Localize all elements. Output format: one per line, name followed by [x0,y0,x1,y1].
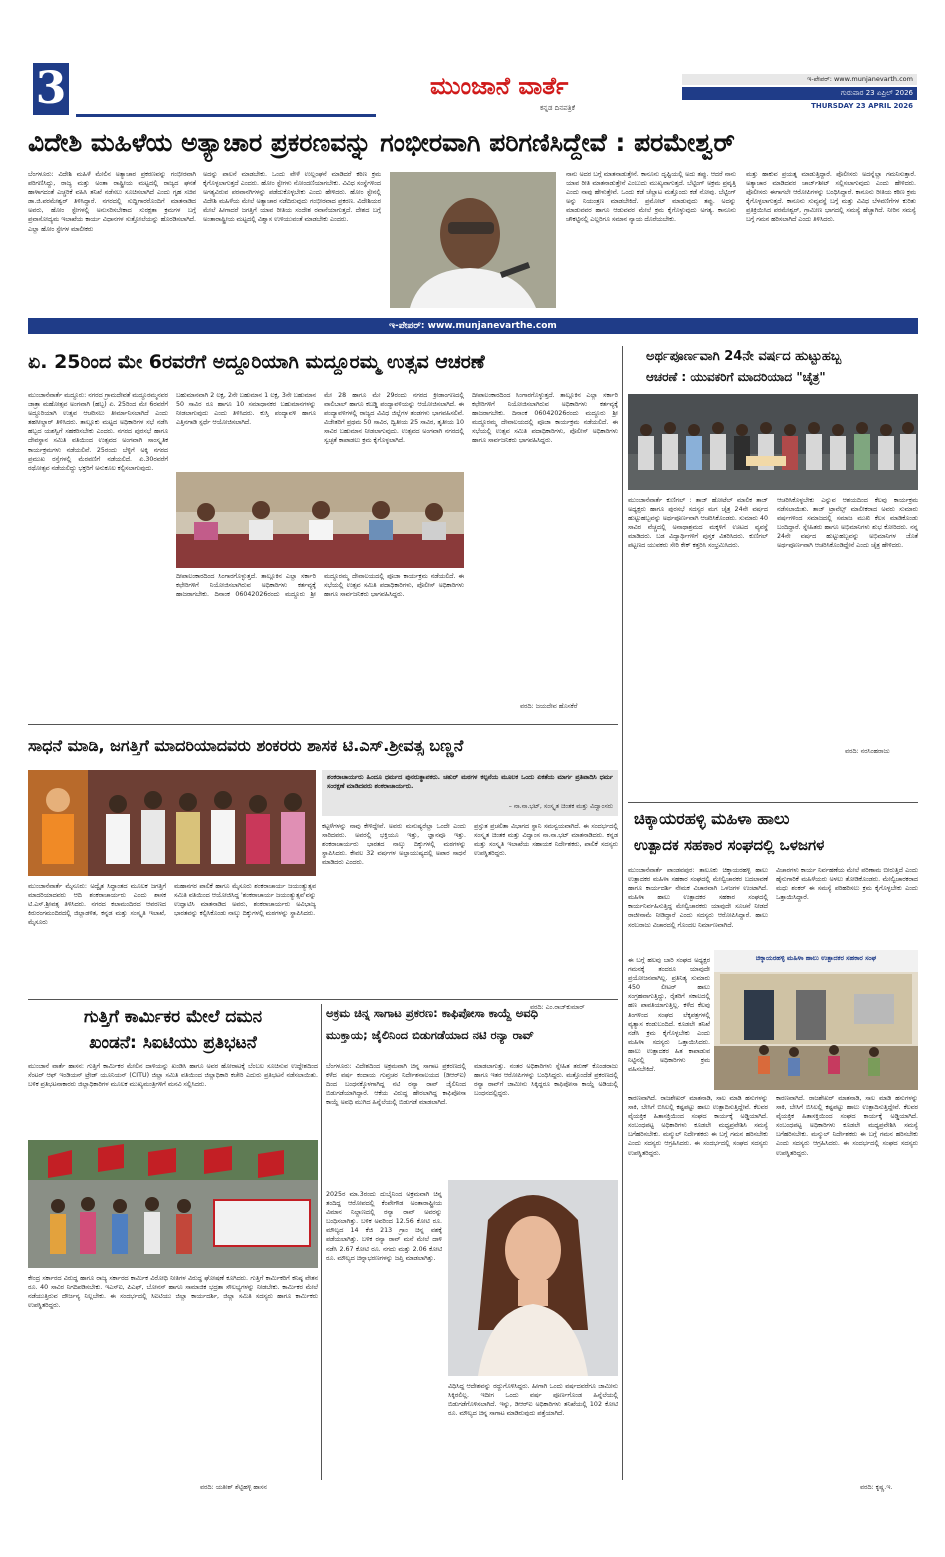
shankara-quote-box [322,770,618,816]
group-illustration [628,394,918,490]
rule-horizontal-3 [28,999,618,1000]
protest-headline-2: ಖಂಡನೆ: ಸಿಐಟಿಯು ಪ್ರತಿಭಟನೆ [89,1033,257,1053]
ranya-headline-1: ಅಕ್ರಮ ಚಿನ್ನ ಸಾಗಾಟ ಪ್ರಕರಣ: ಕಾಫಿಪೋಸಾ ಕಾಯ್ದೆ ಅವಧಿ [326,1006,539,1020]
dairy-col-1: ಮುಂಜಾನೆವಾರ್ತೆ ಪಾಂಡವಪುರ: ತಾಲೂಕು ಚಿಕ್ಕಾಯರಹಳ್ಳಿ ಹಾಲು ಉತ್ಪಾದಕರ ಮಹಿಳಾ ಸಹಕಾರ ಸಂಘದಲ್ಲಿ ಮೇಲ್ವಿಚಾರಕರ ಬದಲಾವಣೆ ಹಾಗೂ ಕಾರ್ಯದರ್ಶಿ ನೇಮಕ ವಿಚಾರವಾಗಿ ಒಳಜಗಳ ಉಂಟಾಗಿದೆ. ಮಹಿಳಾ ಹಾಲು ಉತ್ಪಾದಕರ ಸಹಕಾರ ಸಂಘದಲ್ಲಿ ಕಾರ್ಯನಿರ್ವಹಿಸುತ್ತಿದ್ದ ಮೇಲ್ವಿಚಾರಕರು ಯಾವುದೇ ಸೂಚನೆ ನೀಡದೆ ರಾಜೀನಾಮೆ ನೀಡಿದ್ದಾರೆ ಎಂದು ಸದಸ್ಯರು ಆರೋಪಿಸಿದ್ದಾರೆ. ಹಾಲು ಸರಬರಾಜು ವಿಚಾರದಲ್ಲಿ ಗೊಂದಲ ನಿರ್ಮಾಣವಾಗಿದೆ. [628,867,768,929]
protest-illustration [28,1140,318,1268]
birthday-byline: ವರದಿ: ನರಸಿಂಹರಾಜು [845,748,890,755]
maddur-col-5-text: ದೀಪಾಲಂಕಾರದಿಂದ ಸಿಂಗಾರಗೊಳ್ಳುತ್ತದೆ. ತಾಲ್ಲೂಕಿನ ಎಲ್ಲಾ ಸರ್ಕಾರಿ ಕಛೇರಿಗಳಿಗೆ ನಿಯೋಜಿಸಲಾಗಿರುವ ಅಧಿಕಾರಿಗಳು ಕರ್ತವ್ಯಕ್ಕೆ ಹಾಜರಾಗಬೇಕು. ದಿನಾಂಕ 06042026ರಂದು ಮದ್ದೂರು ಶ್ರೀ ಮದ್ದೂರಮ್ಮ ದೇವಾಲಯದಲ್ಲಿ ಪೂಜಾ ಕಾರ್ಯಕ್ರಮ ನಡೆಯಲಿದೆ. ಈ ಸಭೆಯಲ್ಲಿ ಉತ್ಸವ ಸಮಿತಿ ಪದಾಧಿಕಾರಿಗಳು, ಪೊಲೀಸ್ ಅಧಿಕಾರಿಗಳು ಹಾಗೂ ಸಾರ್ವಜನಿಕರು ಭಾಗವಹಿಸಿದ್ದರು. [472,392,618,445]
dairy-headline-1: ಚಿಕ್ಕಾಯರಹಳ್ಳಿ ಮಹಿಳಾ ಹಾಲು [634,809,790,828]
shankara-col-3: ಕಟ್ಟಳೆಗಳನ್ನು ನಾವು ಕೇಳಿದ್ದೇವೆ. ಅವರು ಮನುಷ್ಯರೆಲ್ಲಾ ಒಂದೇ ಎಂದು ಸಾರಿದವರು. ಅವರಲ್ಲಿ ಭಕ್ತಿಯೂ ಇತ್ತು, ಜ್ಞಾನವೂ ಇತ್ತು. ಶಂಕರಾಚಾರ್ಯರು ಭಾರತದ ನಾಲ್ಕು ದಿಕ್ಕುಗಳಲ್ಲಿ ಮಠಗಳನ್ನು ಸ್ಥಾಪಿಸಿದರು. ಕೇವಲ 32 ವರ್ಷಗಳ ಅಲ್ಪಾಯುಷ್ಯದಲ್ಲಿ ಅಪಾರ ಸಾಧನೆ ಮಾಡಿದರು ಎಂದರು. [322,823,466,867]
dairy-byline: ವರದಿ: ಕೃಷ್ಣ.ಇ. [860,1484,893,1491]
dairy-society-photo [714,950,918,1090]
protest-col-1: ಮುಂಜಾನೆ ವಾರ್ತೆ ಹಾಸನ: ಗುತ್ತಿಗೆ ಕಾರ್ಮಿಕರ ಮೇಲಿನ ದಾಳಿಯನ್ನು ಖಂಡಿಸಿ ಹಾಗೂ ಅವರ ಹೋರಾಟಕ್ಕೆ ಬೆಂಬಲ ಸೂಚಿಸುವ ಉದ್ದೇಶದಿಂದ ಸೆಂಟರ್ ಆಫ್ ಇಂಡಿಯನ್ ಟ್ರೇಡ್ ಯೂನಿಯನ್ (CITU) ಜಿಲ್ಲಾ ಸಮಿತಿ ವತಿಯಿಂದ ಜಿಲ್ಲಾಧಿಕಾರಿ ಕಚೇರಿ ಎದುರು ಪ್ರತಿಭಟನೆ ನಡೆಸಲಾಯಿತು. ಬಳಿಕ ಪ್ರತಿಭಟನಾಕಾರರು ಜಿಲ್ಲಾಧಿಕಾರಿಗಳ ಮೂಲಕ ಮುಖ್ಯಮಂತ್ರಿಗಳಿಗೆ ಮನವಿ ಸಲ್ಲಿಸಿದರು. [28,1063,318,1089]
dairy-col-mid: ಕಾರಣವಾಗಿದೆ. ರಾಜಶೇಖರ್ ಮಾತನಾಡಿ, ಸಾಲ ಮಾಡಿ ಹಸುಗಳನ್ನು ಸಾಕಿ, ಬೇಸಿಗೆ ಬಿಸಿಲಲ್ಲಿ ಕಷ್ಟಪಟ್ಟು ಹಾಲು ಉತ್ಪಾದಿಸುತ್ತಿದ್ದೇವೆ. ಕೆಲವರ ವೈಯಕ್ತಿಕ ಹಿತಾಸಕ್ತಿಯಿಂದ ಸಂಘದ ಕಾರ್ಯಕ್ಕೆ ಅಡ್ಡಿಯಾಗಿದೆ. ಸಂಬಂಧಪಟ್ಟ ಅಧಿಕಾರಿಗಳು ಕೂಡಲೇ ಮಧ್ಯಪ್ರವೇಶಿಸಿ ಸಮಸ್ಯೆ ಬಗೆಹರಿಸಬೇಕು. ಮನ್ಮುಲ್ ನಿರ್ದೇಶಕರು ಈ ಬಗ್ಗೆ ಗಮನ ಹರಿಸಬೇಕು ಎಂದು ಸದಸ್ಯರು ಆಗ್ರಹಿಸಿದರು. ಈ ಸಂದರ್ಭದಲ್ಲಿ ಸಂಘದ ಸದಸ್ಯರು ಉಪಸ್ಥಿತರಿದ್ದರು. [628,1095,768,1157]
birthday-group-photo [628,394,918,490]
ranya-col-2: ಮಾಡಲಾಗುತ್ತು. ನಂತರ ಅಧಿಕಾರಿಗಳು ಸ್ನೇಹಿತ ತರುಣ್ ಕೊಂಡರಾಜು ಹಾಗೂ ಇತರ ಆರೋಪಿಗಳನ್ನು ಬಂಧಿಸಿದ್ದರು. ಮತ್ತೊಂದೆಡೆ ಪ್ರಕರಣದಲ್ಲಿ ರನ್ಯಾ ರಾವ್‌ಗೆ ಜಾಮೀನು ಸಿಕ್ಕಿದ್ದರೂ ಕಾಫಿಪೋಸಾ ಕಾಯ್ದೆ ಅಡಿಯಲ್ಲಿ ಬಂಧನದಲ್ಲಿದ್ದರು. [474,1063,618,1098]
masthead-tagline: ಕನ್ನಡ ದಿನಪತ್ರಿಕೆ [540,104,576,112]
birthday-headline-1: ಅರ್ಥಪೂರ್ಣವಾಗಿ 24ನೇ ವರ್ಷದ ಹುಟ್ಟುಹಬ್ಬ [646,349,842,364]
dairy-col-right: ಕಾರಣವಾಗಿದೆ. ರಾಜಶೇಖರ್ ಮಾತನಾಡಿ, ಸಾಲ ಮಾಡಿ ಹಸುಗಳನ್ನು ಸಾಕಿ, ಬೇಸಿಗೆ ಬಿಸಿಲಲ್ಲಿ ಕಷ್ಟಪಟ್ಟು ಹಾಲು ಉತ್ಪಾದಿಸುತ್ತಿದ್ದೇವೆ. ಕೆಲವರ ವೈಯಕ್ತಿಕ ಹಿತಾಸಕ್ತಿಯಿಂದ ಸಂಘದ ಕಾರ್ಯಕ್ಕೆ ಅಡ್ಡಿಯಾಗಿದೆ. ಸಂಬಂಧಪಟ್ಟ ಅಧಿಕಾರಿಗಳು ಕೂಡಲೇ ಮಧ್ಯಪ್ರವೇಶಿಸಿ ಸಮಸ್ಯೆ ಬಗೆಹರಿಸಬೇಕು. ಮನ್ಮುಲ್ ನಿರ್ದೇಶಕರು ಈ ಬಗ್ಗೆ ಗಮನ ಹರಿಸಬೇಕು ಎಂದು ಸದಸ್ಯರು ಆಗ್ರಹಿಸಿದರು. ಈ ಸಂದರ್ಭದಲ್ಲಿ ಸಂಘದ ಸದಸ್ಯರು ಉಪಸ್ಥಿತರಿದ್ದರು. [776,1095,918,1157]
rule-horizontal-2 [28,724,618,725]
portrait-illustration-ranya [448,1180,618,1376]
protest-byline: ವರದಿ: ಯತೀಶ್ ಶೆಟ್ಟಿಹಳ್ಳಿ ಹಾಸನ [200,1484,267,1491]
ranya-col-1: ಬೆಂಗಳೂರು: ವಿದೇಶದಿಂದ ಅಕ್ರಮವಾಗಿ ಚಿನ್ನ ಸಾಗಾಟ ಪ್ರಕರಣದಲ್ಲಿ ಕಳೆದ ವರ್ಷ ಕಂದಾಯ ಗುಪ್ತಚರ ನಿರ್ದೇಶನಾಲಯದ (ಡಿಆರ್‌ಐ) ದಿಂದ ಬಂಧನಕ್ಕೊಳಗಾಗಿದ್ದ ನಟಿ ರನ್ಯಾ ರಾವ್ ಜೈಲಿನಿಂದ ಬಿಡುಗಡೆಯಾಗಿದ್ದಾರೆ. ಆಕೆಯ ವಿರುದ್ಧ ಹೇರಲಾಗಿದ್ದ ಕಾಫಿಪೋಸಾ ಕಾಯ್ದೆ ಅವಧಿ ಮುಗಿದ ಹಿನ್ನೆಲೆಯಲ್ಲಿ ಬಿಡುಗಡೆ ಮಾಡಲಾಗಿದೆ. [326,1063,466,1107]
lead-headline: ವಿದೇಶಿ ಮಹಿಳೆಯ ಅತ್ಯಾಚಾರ ಪ್ರಕರಣವನ್ನು ಗಂಭೀರವಾಗಿ ಪರಿಗಣಿಸಿದ್ದೇವೆ : ಪರಮೇಶ್ವರ್ [28,128,735,157]
page-number: 3 [35,63,67,114]
masthead-rule [76,114,376,117]
shankara-headline: ಸಾಧನೆ ಮಾಡಿ, ಜಗತ್ತಿಗೆ ಮಾದರಿಯಾದವರು ಶಂಕರರು ಶಾಸಕ ಟಿ.ಎಸ್.ಶ್ರೀವತ್ಸ ಬಣ್ಣನೆ [28,736,464,755]
maddur-meeting-photo [176,472,464,568]
maddur-col-1: ಮುಂಜಾನೆವಾರ್ತೆ ಮದ್ದೂರು: ನಗರದ ಗ್ರಾಮದೇವತೆ ಮದ್ದೂರಮ್ಮನವರ ಜಾತ್ರಾ ಮಹೋತ್ಸವ ಅಂಗವಾಗಿ (ಹಬ್ಬ) ಏ. 25ರಿಂದ ಮೇ 6ರವರೆಗೆ ಅದ್ದೂರಿಯಾಗಿ ಉತ್ಸವ ಆಚರಿಸಲು ತೀರ್ಮಾನಿಸಲಾಗಿದೆ ಎಂದು ತಹಸೀಲ್ದಾರ್ ತಿಳಿಸಿದರು. ತಾಲ್ಲೂಕು ಮಟ್ಟದ ಅಧಿಕಾರಿಗಳ ಸಭೆ ನಡೆಸಿ ಹಬ್ಬದ ಯಶಸ್ವಿಗೆ ಸಹಕರಿಸಬೇಕು ಎಂದರು. ನಗರದ ಪುರಸಭೆ ಹಾಗೂ ದೇವಸ್ಥಾನ ಸಮಿತಿ ವತಿಯಿಂದ ಉತ್ಸವದ ಅಂಗವಾಗಿ ಸಾಂಸ್ಕೃತಿಕ ಕಾರ್ಯಕ್ರಮಗಳು ನಡೆಯಲಿವೆ. 25ರಂದು ಬೆಳ್ಳಿಗೆ ಅಕ್ಕಿ ನಗರದ ಪ್ರಮುಖ ರಸ್ತೆಗಳಲ್ಲಿ ಮೆರವಣಿಗೆ ನಡೆಯಲಿದೆ. ಏ.30ರವರೆಗೆ ರಥೋತ್ಸವ ನಡೆಯಲಿದ್ದು ಭಕ್ತರಿಗೆ ಅನುಕೂಲ ಕಲ್ಪಿಸಲಾಗುವುದು. [28,392,168,472]
maddur-headline: ಏ. 25ರಿಂದ ಮೇ 6ರವರೆಗೆ ಅದ್ದೂರಿಯಾಗಿ ಮದ್ದೂರಮ್ಮ ಉತ್ಸವ ಆಚರಣೆ [28,351,485,373]
shankara-quote: ಶಂಕರಾಚಾರ್ಯರು ಹಿಂದೂ ಧರ್ಮದ ಪುನರುತ್ಥಾಪಕರು. ಚತುರ್ ಮಠಗಳ ಕಲ್ಪನೆಯ ಮೂಲಕ ಒಂದು ಏಕತೆಯ ಮಾರ್ಗ ಪ್ರತಿಪಾದಿಸಿ ಧರ್ಮ ಸಂರಕ್ಷಣೆ ಮಾಡಿದವರು ಶಂಕರಾಚಾರ್ಯರು. [327,774,613,791]
epaper-banner [28,318,918,334]
building-illustration [714,950,918,1090]
maddur-byline: ವರದಿ: ಜಯದೇವ ಹೊಸಕೆರೆ [520,703,578,710]
rule-horizontal-1 [628,802,918,803]
header-date-kannada: ಗುರುವಾರ 23 ಏಪ್ರಿಲ್ 2026 [682,87,917,100]
meeting-illustration [176,472,464,568]
birthday-col-1: ಮುಂಜಾನೆವಾರ್ತೆ ಕುಣಿಗಲ್ : ತಾಜ್ ಹೋಟೆಲ್ ಮಾಲಿಕ ತಾಜ್ ಅಧ್ಯಕ್ಷರು ಹಾಗೂ ಪುರಸಭೆ ಸದಸ್ಯರ ಮಗ ಚೈತ್ರ 24ನೇ ವರ್ಷದ ಹುಟ್ಟುಹಬ್ಬವನ್ನು ಅರ್ಥಪೂರ್ಣವಾಗಿ ಆಚರಿಸಿಕೊಂಡರು. ಸುಮಾರು 40 ಸಾವಿರ ವೆಚ್ಚದಲ್ಲಿ ಅನಾಥಾಶ್ರಮದ ಮಕ್ಕಳಿಗೆ ಊಟದ ವ್ಯವಸ್ಥೆ ಮಾಡಿದರು. ಬಡ ವಿದ್ಯಾರ್ಥಿಗಳಿಗೆ ಪುಸ್ತಕ ವಿತರಿಸಿದರು. ಕುಣಿಗಲ್ ಪಟ್ಟಣದ ಯುವಕರು ಸೇರಿ ಕೇಕ್ ಕತ್ತರಿಸಿ ಸಂಭ್ರಮಿಸಿದರು. [628,497,768,550]
maddur-col-4: ದೀಪಾಲಂಕಾರದಿಂದ ಸಿಂಗಾರಗೊಳ್ಳುತ್ತದೆ. ತಾಲ್ಲೂಕಿನ ಎಲ್ಲಾ ಸರ್ಕಾರಿ ಕಛೇರಿಗಳಿಗೆ ನಿಯೋಜಿಸಲಾಗಿರುವ ಅಧಿಕಾರಿಗಳು ಕರ್ತವ್ಯಕ್ಕೆ ಹಾಜರಾಗಬೇಕು. ದಿನಾಂಕ 06042026ರಂದು ಮದ್ದೂರು ಶ್ರೀ ಮದ್ದೂರಮ್ಮ ದೇವಾಲಯದಲ್ಲಿ ಪೂಜಾ ಕಾರ್ಯಕ್ರಮ ನಡೆಯಲಿದೆ. ಈ ಸಭೆಯಲ್ಲಿ ಉತ್ಸವ ಸಮಿತಿ ಪದಾಧಿಕಾರಿಗಳು, ಪೊಲೀಸ್ ಅಧಿಕಾರಿಗಳು ಹಾಗೂ ಸಾರ್ವಜನಿಕರು ಭಾಗವಹಿಸಿದ್ದರು. [176,573,464,599]
page-number-box [33,63,69,115]
ranya-rao-photo [448,1180,618,1376]
maddur-col-2: ಬಹುಮಾನವಾಗಿ 2 ಲಕ್ಷ, 2ನೇ ಬಹುಮಾನ 1 ಲಕ್ಷ, 3ನೇ ಬಹುಮಾನ 50 ಸಾವಿರ ರೂ ಹಾಗೂ 10 ಸಮಾಧಾನಕರ ಬಹುಮಾನಗಳನ್ನು ನೀಡಲಾಗುವುದು ಎಂದು ತಿಳಿಸಿದರು. ಕುಸ್ತಿ ಪಂದ್ಯಾವಳಿ ಹಾಗೂ ಎತ್ತಿನಗಾಡಿ ಸ್ಪರ್ಧೆ ಆಯೋಜಿಸಲಾಗಿದೆ. [176,392,316,427]
shankara-byline: ವರದಿ: ಎಂ.ರಾಜ್‌ಕುಮಾರ್ [530,1004,585,1011]
dairy-headline-2: ಉತ್ಪಾದಕ ಸಹಕಾರ ಸಂಘದಲ್ಲಿ ಒಳಜಗಳ [634,836,825,854]
rule-vertical-2 [321,1004,322,1480]
masthead-title [430,72,660,106]
lead-col-1: ಬೆಂಗಳೂರು: ವಿದೇಶಿ ಮಹಿಳೆ ಮೇಲಿನ ಅತ್ಯಾಚಾರ ಪ್ರಕರಣವನ್ನು ಗಂಭೀರವಾಗಿ ಪರಿಗಣಿಸಿದ್ದು, ರಾಜ್ಯ ಮತ್ತು ಅಂತಾ ರಾಷ್ಟ್ರೀಯ ಮಟ್ಟದಲ್ಲಿ ರಾಜ್ಯದ ಘನತೆ ಹಾಳಾಗದಂತೆ ಎಚ್ಚರಿಕೆ ವಹಿಸಿ ತನಿಖೆ ನಡೆಸಲು ಸೂಚಿಸಲಾಗಿದೆ ಎಂದು ಗೃಹ ಸಚಿವ ಡಾ.ಜಿ.ಪರಮೇಶ್ವರ್ ತಿಳಿಸಿದ್ದಾರೆ. ನಗರದಲ್ಲಿ ಸುದ್ದಿಗಾರರೊಂದಿಗೆ ಮಾತನಾಡಿದ ಅವರು, ಹೋಂ ಸ್ಟೇಗಳಲ್ಲಿ ಅನುಸರಿಸಬೇಕಾದ ಸುರಕ್ಷತಾ ಕ್ರಮಗಳ ಬಗ್ಗೆ ಪ್ರವಾಸೋದ್ಯಮ ಇಲಾಖೆಯ ಕಾರ್ಯ ವಿಧಾನಗಳ ಸುತ್ತೋಲೆಯನ್ನು ಹೊರಡಿಸಲಾಗಿದೆ. ಎಲ್ಲಾ ಹೋಂ ಸ್ಟೇಗಳ ಮಾಲೀಕರು [28,171,196,233]
lead-col-3: ನಾನು ಅದರ ಬಗ್ಗೆ ಮಾತನಾಡುತ್ತೇನೆ. ಕಾನೂನು ದೃಷ್ಟಿಯಲ್ಲಿ ಅದು ತಪ್ಪು. ಆದರೆ ನಾನು ಯಾವ ರೀತಿ ಮಾತನಾಡುತ್ತೇನೆ ಎಂಬುದು ಮುಖ್ಯವಾಗುತ್ತದೆ. ಬೆಟ್ಟಿಂಗ್ ಅಕ್ರಮ ಪ್ರವೃತ್ತಿ ಎಂದು ನಾವು ಹೇಳುತ್ತೇವೆ. ಒಂದು ಕಡೆ ಚೆಲ್ಲಾಟ ಮತ್ತೊಂದು ಕಡೆ ನೋವು. ಬೆಟ್ಟಿಂಗ್ ಅನ್ನು ನಿಯಂತ್ರಣ ಮಾಡಬೇಕಿದೆ. ಪ್ರಮೋಟ್ ಮಾಡುವುದು ತಪ್ಪು. ಅದನ್ನು ಮಾಡುವವರ ಹಾಗೂ ಆಡುವವರ ಮೇಲೆ ಕ್ರಮ ಕೈಗೊಳ್ಳುವುದು ಅಗತ್ಯ. ಕಾನೂನು ಚೌಕಟ್ಟಿನಲ್ಲಿ ಎಲ್ಲರಿಗೂ ಸಮಾನ ನ್ಯಾಯ ದೊರೆಯಬೇಕು. [566,171,736,224]
masthead-date-block [682,74,917,116]
epaper-banner-text[interactable]: ಇ-ಪೇಪರ್: www.munjanevarthe.com [389,321,557,331]
lead-col-4: ಮತ್ತು ಹಾಕುವ ಪ್ರಯತ್ನ ಮಾಡುತ್ತಿದ್ದಾರೆ. ಪೊಲೀಸರು ಅದನ್ನೆಲ್ಲಾ ಗಮನಿಸುತ್ತಾರೆ. ಅತ್ಯಾಚಾರ ಮಾಡಿದವರ ಚಾರ್ಜ್‌ಶೀಟ್ ಸಲ್ಲಿಸಲಾಗುವುದು ಎಂದು ಹೇಳಿದರು. ಪೊಲೀಸರು ಈಗಾಗಲೇ ಆರೋಪಿಗಳನ್ನು ಬಂಧಿಸಿದ್ದಾರೆ. ಕಾನೂನು ರೀತಿಯ ಕಠಿಣ ಕ್ರಮ ಕೈಗೊಳ್ಳಲಾಗುತ್ತದೆ. ಕಾನೂನು ಸುವ್ಯವಸ್ಥೆ ಬಗ್ಗೆ ಮತ್ತು ವಿವಿಧ ಬೆಳವಣಿಗೆಗಳ ಕುರಿತು ಪ್ರತಿಕ್ರಿಯಿಸಿದ ಪರಮೇಶ್ವರ್, ಗ್ರಾಮೀಣ ಭಾಗದಲ್ಲಿ ಸಮಸ್ಯೆ ಹೆಚ್ಚಾಗಿದೆ. ನೀರಿನ ಸಮಸ್ಯೆ ಬಗ್ಗೆ ಗಮನ ಹರಿಸಲಾಗಿದೆ ಎಂದು ತಿಳಿಸಿದರು. [746,171,916,224]
paper-name: ಮುಂಜಾನೆ ವಾರ್ತೆ [430,72,569,100]
ranya-headline-2: ಮುಕ್ತಾಯ; ಜೈಲಿನಿಂದ ಬಿಡುಗಡೆಯಾದ ನಟಿ ರನ್ಯಾ ರಾವ್ [326,1028,534,1042]
maddur-col-3: ಮೇ 28 ಹಾಗೂ ಮೇ 29ರಂದು ನಗರದ ಕ್ರೀಡಾಂಗಣದಲ್ಲಿ ವಾಲಿಬಾಲ್ ಹಾಗೂ ಕಬಡ್ಡಿ ಪಂದ್ಯಾವಳಿಯನ್ನು ಆಯೋಜಿಸಲಾಗಿದೆ. ಈ ಪಂದ್ಯಾವಳಿಗಳಲ್ಲಿ ರಾಜ್ಯದ ವಿವಿಧ ಜಿಲ್ಲೆಗಳ ತಂಡಗಳು ಭಾಗವಹಿಸಲಿವೆ. ವಿಜೇತರಿಗೆ ಪ್ರಥಮ 50 ಸಾವಿರ, ದ್ವಿತೀಯ 25 ಸಾವಿರ, ತೃತೀಯ 10 ಸಾವಿರ ಬಹುಮಾನ ನೀಡಲಾಗುವುದು. ಉತ್ಸವದ ಅಂಗವಾಗಿ ನಗರದಲ್ಲಿ ಸ್ವಚ್ಛತೆ ಕಾಪಾಡಲು ಕ್ರಮ ಕೈಗೊಳ್ಳಲಾಗಿದೆ. [324,392,464,445]
dairy-col-2: ವಿಚಾರಗಳು ಕಾರ್ಯ ನಿರ್ವಹಣೆಯ ಮೇಲೆ ಪರಿಣಾಮ ಬೀರುತ್ತಿದೆ ಎಂದು ಹೈನುಗಾರಿಕೆ ಮಹಿಳೆಯರು ಅಳಲು ತೋಡಿಕೊಂಡರು. ಮೇಲ್ವಿಚಾರಕರಾದ ಮಧು ಶಂಕರ್ ಈ ಸಮಸ್ಯೆ ಪರಿಹರಿಸಲು ಕ್ರಮ ಕೈಗೊಳ್ಳಬೇಕು ಎಂದು ಒತ್ತಾಯಿಸಿದ್ದಾರೆ. [776,867,918,902]
dairy-col-1b: ಈ ಬಗ್ಗೆ ಹಲವು ಬಾರಿ ಸಂಘದ ಅಧ್ಯಕ್ಷರ ಗಮನಕ್ಕೆ ತಂದರೂ ಯಾವುದೇ ಪ್ರಯೋಜನವಾಗಿಲ್ಲ. ಪ್ರತಿನಿತ್ಯ ಸುಮಾರು 450 ಲೀಟರ್ ಹಾಲು ಸಂಗ್ರಹವಾಗುತ್ತಿದ್ದು, ರೈತರಿಗೆ ಸಕಾಲದಲ್ಲಿ ಹಣ ಪಾವತಿಯಾಗುತ್ತಿಲ್ಲ. ಕಳೆದ ಕೆಲವು ತಿಂಗಳಿಂದ ಸಂಘದ ಲೆಕ್ಕಪತ್ರಗಳಲ್ಲಿ ವ್ಯತ್ಯಾಸ ಕಂಡುಬಂದಿದೆ. ಕೂಡಲೇ ತನಿಖೆ ನಡೆಸಿ ಕ್ರಮ ಕೈಗೊಳ್ಳಬೇಕು ಎಂದು ಮಹಿಳಾ ಸದಸ್ಯರು ಒತ್ತಾಯಿಸಿದರು. ಹಾಲು ಉತ್ಪಾದಕರ ಹಿತ ಕಾಪಾಡುವ ನಿಟ್ಟಿನಲ್ಲಿ ಅಧಿಕಾರಿಗಳು ಕ್ರಮ ವಹಿಸಬೇಕಿದೆ. [628,957,710,1074]
protest-col-2: ಕೇಂದ್ರ ಸರ್ಕಾರದ ವಿರುದ್ಧ ಹಾಗೂ ರಾಜ್ಯ ಸರ್ಕಾರದ ಕಾರ್ಮಿಕ ವಿರೋಧಿ ನೀತಿಗಳ ವಿರುದ್ಧ ಘೋಷಣೆ ಕೂಗಿದರು. ಗುತ್ತಿಗೆ ಕಾರ್ಮಿಕರಿಗೆ ಕನಿಷ್ಠ ವೇತನ ರೂ. 40 ಸಾವಿರ ನಿಗದಿಪಡಿಸಬೇಕು. ಇಎಸ್ಐ, ಪಿಎಫ್, ಬೋನಸ್ ಹಾಗೂ ಸಾಮಾಜಿಕ ಭದ್ರತಾ ಸೌಲಭ್ಯಗಳನ್ನು ನೀಡಬೇಕು. ಕಾರ್ಮಿಕರ ಮೇಲೆ ನಡೆಯುತ್ತಿರುವ ದೌರ್ಜನ್ಯ ನಿಲ್ಲಬೇಕು. ಈ ಸಂದರ್ಭದಲ್ಲಿ ಸಿಐಟಿಯು ಜಿಲ್ಲಾ ಕಾರ್ಯದರ್ಶಿ, ಜಿಲ್ಲಾ ಸಮಿತಿ ಸದಸ್ಯರು ಹಾಗೂ ಕಾರ್ಮಿಕರು ಉಪಸ್ಥಿತರಿದ್ದರು. [28,1275,318,1310]
portrait-illustration [390,172,556,308]
ranya-col-lower: 2025ರ ಮಾ.3ರಂದು ದುಬೈನಿಂದ ಅಕ್ರಮವಾಗಿ ಚಿನ್ನ ತಂದಿದ್ದ ಆರೋಪದಲ್ಲಿ ಕೆಂಪೇಗೌಡ ಅಂತಾರಾಷ್ಟ್ರೀಯ ವಿಮಾನ ನಿಲ್ದಾಣದಲ್ಲಿ ರನ್ಯಾ ರಾವ್ ಅವರನ್ನು ಬಂಧಿಸಲಾಗಿತ್ತು. ಬಳಿಕ ಅವರಿಂದ 12.56 ಕೋಟಿ ರೂ. ಮೌಲ್ಯದ 14 ಕೆಜಿ 213 ಗ್ರಾಂ ಚಿನ್ನ ವಶಕ್ಕೆ ಪಡೆಯಲಾಗಿತ್ತು. ಬಳಿಕ ರನ್ಯಾ ರಾವ್ ಮನೆ ಮೇಲೆ ದಾಳಿ ನಡೆಸಿ 2.67 ಕೋಟಿ ರೂ. ನಗದು ಮತ್ತು 2.06 ಕೋಟಿ ರೂ. ಮೌಲ್ಯದ ಚಿನ್ನಾಭರಣಗಳನ್ನು ಜಪ್ತಿ ಮಾಡಲಾಗಿತ್ತು. [326,1191,442,1262]
shankara-col-1: ಮುಂಜಾನೆವಾರ್ತೆ ಮೈಸೂರು: ಅದ್ವೈತ ಸಿದ್ಧಾಂತದ ಮೂಲಕ ಜಗತ್ತಿಗೆ ಮಾದರಿಯಾದವರು ಆದಿ ಶಂಕರಾಚಾರ್ಯರು ಎಂದು ಶಾಸಕ ಟಿ.ಎಸ್.ಶ್ರೀವತ್ಸ ತಿಳಿಸಿದರು. ನಗರದ ಕಲಾಮಂದಿರದ ಆವರಣದ ಕಿರುರಂಗಮಂದಿರದಲ್ಲಿ ಜಿಲ್ಲಾಡಳಿತ, ಕನ್ನಡ ಮತ್ತು ಸಂಸ್ಕೃತಿ ಇಲಾಖೆ, ಮೈಸೂರು [28,883,166,927]
rule-vertical-1 [622,346,623,1480]
protest-photo [28,1140,318,1268]
shankara-event-photo [28,770,316,876]
birthday-col-2: ಆಚರಿಸಿಕೊಳ್ಳಬೇಕು ಎನ್ನುವ ಆಶಯದಿಂದ ಕೆಲವು ಕಾರ್ಯಕ್ರಮ ನಡೆಸಲಾಯಿತು. ತಾಜ್ ಟ್ರಾವೆಲ್ಸ್ ಮಾಲೀಕರಾದ ಅವರು ಸುಮಾರು ವರ್ಷಗಳಿಂದ ಸಮಾಜದಲ್ಲಿ ಸಮಾಜ ಮುಖಿ ಕೆಲಸ ಮಾಡಿಕೊಂಡು ಬಂದಿದ್ದಾರೆ. ಸ್ನೇಹಿತರು ಹಾಗೂ ಅಭಿಮಾನಿಗಳು ಶುಭ ಕೋರಿದರು. ನನ್ನ 24ನೇ ವರ್ಷದ ಹುಟ್ಟುಹಬ್ಬವನ್ನು ಅಭಿಮಾನಿಗಳ ಜೊತೆ ಅರ್ಥಪೂರ್ಣವಾಗಿ ಆಚರಿಸಿಕೊಂಡಿದ್ದೇನೆ ಎಂದು ಚೈತ್ರ ಹೇಳಿದರು. [777,497,918,550]
header-website: ಇ-ಪೇಪರ್: www.munjanevarth.com [682,74,917,85]
shankara-quote-attribution: – ನಾ.ನಾ.ಭಟ್, ಸಂಸ್ಕೃತ ಚಿಂತಕ ಮತ್ತು ವಿದ್ವಾಂಸರು [508,803,613,810]
ranya-col-lower-2: ವಿಧಿಸಿದ್ದ ಆದೇಶವನ್ನು ರದ್ದುಗೊಳಿಸಿದ್ದರು. ಹೀಗಾಗಿ ಒಂದು ವರ್ಷದವರೆಗೂ ಜಾಮೀನು ಸಿಕ್ಕಿರಲಿಲ್ಲ. ಇದೀಗ ಒಂದು ವರ್ಷ ಪೂರ್ಣಗೊಂಡ ಹಿನ್ನೆಲೆಯಲ್ಲಿ ಬಿಡುಗಡೆಗೊಳಿಸಲಾಗಿದೆ. ಇನ್ನು, ಡಿಆರ್‌ಐ ಅಧಿಕಾರಿಗಳು ತನಿಖೆಯಲ್ಲಿ 102 ಕೋಟಿ ರೂ. ಮೌಲ್ಯದ ಚಿನ್ನ ಸಾಗಾಟ ಮಾಡಿರುವುದು ಪತ್ತೆಯಾಗಿದೆ. [448,1383,618,1418]
dairy-sign-text: ಚಿಕ್ಕಾಯರಹಳ್ಳಿ ಮಹಿಳಾ ಹಾಲು ಉತ್ಪಾದಕರ ಸಹಕಾರ ಸಂಘ [755,954,877,962]
maddur-col-5 [472,391,618,701]
lead-col-2: ಅದನ್ನು ಪಾಲನೆ ಮಾಡಬೇಕು. ಒಂದು ವೇಳೆ ಉಲ್ಲಂಘನೆ ಮಾಡಿದರೆ ಕಠಿಣ ಕ್ರಮ ಕೈಗೊಳ್ಳಲಾಗುತ್ತದೆ ಎಂದರು. ಹೋಂ ಸ್ಟೇಗಳು ನೋಂದಣಿಯಾಗಬೇಕು. ವಿವಿಧ ಸಂಸ್ಥೆಗಳಿಂದ ಅಗತ್ಯವಿರುವ ಪರವಾನಗಿಗಳನ್ನು ಪಡೆದುಕೊಳ್ಳಬೇಕು ಎಂದು ಹೇಳಿದರು. ಹೋಂ ಸ್ಟೇನಲ್ಲಿ ವಿದೇಶಿ ಮಹಿಳೆಯ ಮೇಲೆ ಅತ್ಯಾಚಾರ ನಡೆದಿರುವುದು ಗಂಭೀರವಾದ ಪ್ರಕರಣ. ವಿದೇಶಿಯರ ಮೇಲೆ ಹೀಗಾದರೆ ಜಗತ್ತಿಗೆ ಯಾವ ರೀತಿಯ ಸಂದೇಶ ರವಾನೆಯಾಗುತ್ತದೆ. ದೇಶದ ಬಗ್ಗೆ ಅಂತಾರಾಷ್ಟ್ರೀಯ ಮಟ್ಟದಲ್ಲಿ ವಿಶ್ವಾಸ ಉಳಿಯುವಂತೆ ಮಾಡಬೇಕು ಎಂದರು. [203,171,381,224]
shankara-col-4: ಪ್ರಸ್ತುತ ಪ್ರಚಲಿತಾ ವಿಭಾಗದ ಸ್ಥಾನಿ ಸಮನ್ವಯವಾಗಿದೆ. ಈ ಸಂದರ್ಭದಲ್ಲಿ ಸಂಸ್ಕೃತ ಚಿಂತಕ ಮತ್ತು ವಿದ್ವಾಂಸ ನಾ.ನಾ.ಭಟ್ ಮಾತನಾಡಿದರು. ಕನ್ನಡ ಮತ್ತು ಸಂಸ್ಕೃತಿ ಇಲಾಖೆಯ ಸಹಾಯಕ ನಿರ್ದೇಶಕರು, ಪಾಲಿಕೆ ಸದಸ್ಯರು ಉಪಸ್ಥಿತರಿದ್ದರು. [474,823,618,858]
lead-photo-parameshwar [390,172,556,308]
shankara-col-2: ಮಹಾನಗರ ಪಾಲಿಕೆ ಹಾಗೂ ಮೈಸೂರು ಶಂಕರಾಚಾರ್ಯ ಜಯಂತ್ಯುತ್ಸವ ಸಮಿತಿ ವತಿಯಿಂದ ಆಯೋಜಿಸಿದ್ದ 'ಶಂಕರಾಚಾರ್ಯ ಜಯಂತ್ಯುತ್ಸವ'ವನ್ನು ಉದ್ಘಾಟಿಸಿ ಮಾತನಾಡಿದ ಅವರು, ಶಂಕರಾಚಾರ್ಯರು ಅವಿಭಾಜ್ಯ ಭಾರತವನ್ನು ಕಲ್ಪಿಸಿಕೊಂಡು ನಾಲ್ಕು ದಿಕ್ಕುಗಳಲ್ಲಿ ಮಠಗಳನ್ನು ಸ್ಥಾಪಿಸಿದರು. [174,883,316,918]
header-date-english: THURSDAY 23 APRIL 2026 [811,102,913,110]
birthday-headline-2: ಆಚರಣೆ : ಯುವಕರಿಗೆ ಮಾದರಿಯಾದ "ಚೈತ್ರ" [646,370,826,384]
protest-headline-1: ಗುತ್ತಿಗೆ ಕಾರ್ಮಿಕರ ಮೇಲೆ ದಮನ [83,1007,263,1027]
event-illustration [28,770,316,876]
